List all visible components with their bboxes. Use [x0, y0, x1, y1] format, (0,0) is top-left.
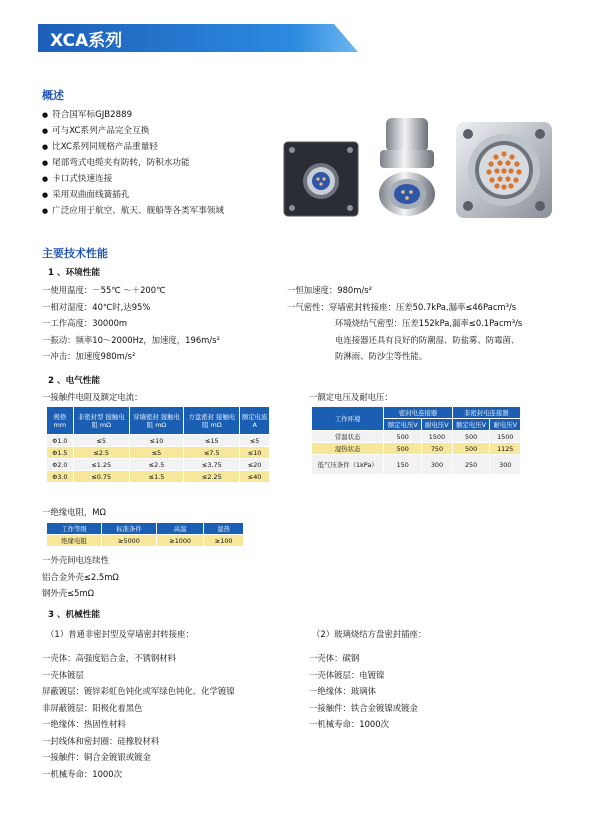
- table-row: [47, 435, 270, 447]
- table-row: [47, 535, 244, 547]
- table-row: [47, 447, 270, 459]
- table-header: 湿热: [204, 523, 244, 535]
- env-left-list: [42, 282, 220, 365]
- env-line: 一气密性：穿墙密封转接座：压差50.7kPa,漏率≤46Pacm³/s: [287, 301, 517, 312]
- table-cell: ≤5: [129, 447, 184, 459]
- table-cell: 300: [490, 455, 521, 475]
- insulation-label: 一绝缘电阻，MΩ: [42, 507, 106, 517]
- env-line: 一工作高度：30000m: [42, 318, 128, 328]
- mech-line: 非屏蔽镀层：阳极化着黑色: [42, 702, 143, 713]
- env-line: 一冲击：加速度980m/s²: [42, 351, 136, 361]
- mech-line: 一壳体镀层：电镀镍: [309, 669, 385, 680]
- mech-left-title: （1）普通非密封型及穿墙密封转接座：: [46, 629, 194, 639]
- list-item: ● 广泛应用于航空、航天、舰船等各类军事领域: [42, 203, 224, 219]
- table-cell: ≤20: [240, 459, 270, 471]
- table-cell: ≤15: [184, 435, 240, 447]
- table-header: 规格 mm: [47, 407, 74, 435]
- mech-right-title: （2）玻璃烧结方盘密封插座：: [312, 629, 427, 639]
- overview-heading: 概述: [42, 89, 64, 102]
- list-item: ● 尾部弯式电缆夹有防转，防积水功能: [42, 155, 224, 171]
- table-row: [47, 471, 270, 483]
- table-cell: 1125: [490, 443, 521, 455]
- table-header: 额定电流 A: [240, 407, 270, 435]
- table-header: 非密封型 接触电阻 mΩ: [73, 407, 129, 435]
- env-line: 一使用温度：－55℃ ～＋200℃: [42, 285, 166, 295]
- list-item: ● 采用双曲面线簧插孔: [42, 187, 224, 203]
- table-header: 耐电压V: [422, 419, 452, 431]
- table-cell: 500: [384, 431, 422, 443]
- mech-line: 一壳体：高强度铝合金，不锈钢材料: [42, 653, 176, 663]
- table-cell: 250: [452, 455, 490, 475]
- table-cell: 150: [384, 455, 422, 475]
- mech-line: 屏蔽镀层：镀锌彩虹色钝化或军绿色钝化、化学镀镍: [42, 686, 235, 696]
- table-cell: 300: [422, 455, 452, 475]
- env-line: 一恒加速度：980m/s²: [287, 285, 372, 295]
- table-cell: ≤7.5: [184, 447, 240, 459]
- contact-resistance-label: 一接触件电阻及额定电流：: [42, 392, 143, 402]
- env-line: 环境烧结气密型：压差152kPa,漏率≤0.1Pacm³/s: [335, 318, 523, 328]
- list-item: ● 卡口式快速连接: [42, 171, 224, 187]
- list-item: ● 符合国军标GJB2889: [42, 107, 224, 123]
- mech-line: 一绝缘体：玻璃体: [309, 686, 376, 696]
- table-header: 额定电压V: [452, 419, 490, 431]
- voltage-table: [311, 406, 521, 475]
- table-row: [312, 431, 521, 443]
- table-header: 密封电连接器: [384, 407, 452, 419]
- table-cell: ≤1.5: [129, 471, 184, 483]
- table-header: 标准条件: [101, 523, 156, 535]
- table-header: 穿墙密封 接触电阻 mΩ: [129, 407, 184, 435]
- table-cell: 500: [452, 443, 490, 455]
- env-line: 一相对湿度：40℃时,达95%: [42, 301, 151, 312]
- env-line: 电连接器还具有良好的防潮湿、防盐雾、防霉菌、: [335, 334, 520, 345]
- shell-continuity: [42, 552, 119, 602]
- mech-left-list: [42, 650, 235, 782]
- contact-resistance-table: [46, 406, 270, 483]
- table-cell: 500: [452, 431, 490, 443]
- table-header: 工作等级: [47, 523, 102, 535]
- title-bar: [38, 22, 358, 54]
- mech-line: 一机械寿命：1000次: [309, 719, 389, 729]
- table-header: 高温: [156, 523, 203, 535]
- table-cell: 750: [422, 443, 452, 455]
- table-cell: ≤10: [129, 435, 184, 447]
- mech-right-list: [309, 650, 418, 733]
- table-cell: ≤1.25: [73, 459, 129, 471]
- square-flange-connector-photo: [282, 140, 360, 218]
- table-cell: ≤3.75: [184, 459, 240, 471]
- table-header: 工作环境: [312, 407, 384, 431]
- mech-title: 3 、机械性能: [48, 610, 100, 620]
- table-cell: Φ3.0: [47, 471, 74, 483]
- env-line: 一振动：频率10～2000Hz，加速度，196m/s²: [42, 334, 220, 345]
- table-cell: 常温状态: [312, 431, 384, 443]
- table-row: [312, 455, 521, 475]
- table-cell: 低气压条件（1kPa）: [312, 455, 384, 475]
- overview-list: [42, 107, 224, 219]
- shell-line: 铝合金外壳≤2.5mΩ: [42, 571, 119, 582]
- mech-line: 一接触件：铁合金镀镍或镀金: [309, 702, 418, 713]
- table-cell: ≥100: [204, 535, 244, 547]
- env-title: 1 、环境性能: [48, 268, 100, 278]
- elec-title: 2 、电气性能: [48, 376, 100, 386]
- table-cell: Φ1.5: [47, 447, 74, 459]
- table-cell: ≤2.5: [129, 459, 184, 471]
- table-cell: ≥5000: [101, 535, 156, 547]
- table-row: [47, 459, 270, 471]
- page-title: XCA系列: [50, 31, 123, 51]
- table-cell: ≤5: [240, 435, 270, 447]
- mech-line: 一壳体镀层: [42, 669, 84, 680]
- mech-line: 一机械寿命：1000次: [42, 768, 122, 779]
- mech-line: 一绝缘体：热固性材料: [42, 719, 126, 729]
- mech-line: 一接触件：铜合金镀银或镀金: [42, 752, 151, 762]
- table-cell: ≤10: [240, 447, 270, 459]
- table-cell: 500: [384, 443, 422, 455]
- table-cell: Φ1.0: [47, 435, 74, 447]
- table-cell: 湿热状态: [312, 443, 384, 455]
- table-header: 方盘密封 接触电阻 mΩ: [184, 407, 240, 435]
- table-cell: ≤5: [73, 435, 129, 447]
- mech-line: 一壳体：碳钢: [309, 653, 360, 663]
- mech-line: 一封线体和密封圈：硅橡胶材料: [42, 735, 160, 746]
- voltage-label: 一额定电压及耐电压：: [309, 392, 393, 402]
- table-cell: ≤0.75: [73, 471, 129, 483]
- table-cell: ≥1000: [156, 535, 203, 547]
- cylindrical-connector-photo: [372, 112, 442, 220]
- table-header: 额定电压V: [384, 419, 422, 431]
- table-cell: Φ2.0: [47, 459, 74, 471]
- list-item: ● 可与XC系列产品完全互换: [42, 123, 224, 139]
- table-header: 非密封电连接器: [452, 407, 520, 419]
- env-right-list: [287, 282, 522, 365]
- shell-line: 一外壳间电连续性: [42, 555, 109, 565]
- table-cell: 1500: [422, 431, 452, 443]
- table-cell: 绝缘电阻: [47, 535, 102, 547]
- insulation-table: [46, 522, 244, 547]
- shell-line: 钢外壳≤5mΩ: [42, 588, 95, 598]
- env-line: 防淋雨、防沙尘等性能。: [335, 351, 428, 361]
- table-header: 耐电压V: [490, 419, 521, 431]
- glass-sealed-receptacle-photo: [452, 118, 556, 222]
- table-cell: ≤2.5: [73, 447, 129, 459]
- specs-heading: 主要技术性能: [42, 247, 108, 260]
- table-row: [312, 443, 521, 455]
- table-cell: 1500: [490, 431, 521, 443]
- table-cell: ≤40: [240, 471, 270, 483]
- table-cell: ≤2.25: [184, 471, 240, 483]
- list-item: ● 比XC系列同规格产品重量轻: [42, 139, 224, 155]
